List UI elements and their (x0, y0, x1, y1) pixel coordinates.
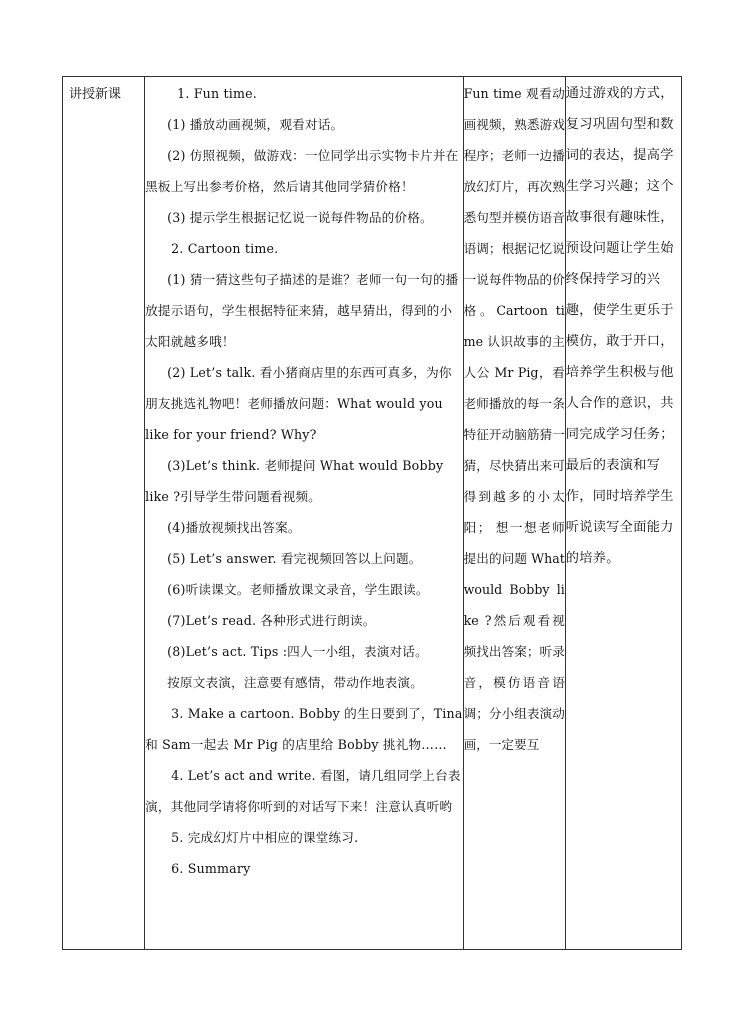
process-line: 1. Fun time. (177, 86, 257, 101)
process-line: (2) 仿照视频，做游戏：一位同学出示实物卡片并在黑板上写出参考价格，然后请其他同学猜价格！ (145, 148, 459, 194)
table-row (63, 77, 682, 950)
stage-label: 讲授新课 (69, 87, 122, 102)
process-line: (8)Let’s act. Tips :四人一小组，表演对话。 (167, 644, 428, 659)
process-line: (7)Let’s read. 各种形式进行朗读。 (167, 613, 376, 628)
process-line: (1) 播放动画视频，观看对话。 (167, 117, 344, 132)
process-line: 3. Make a cartoon. Bobby 的生日要到了，Tina 和 Sam一起去 Mr Pig 的店里给 Bobby 挑礼物…… (145, 706, 463, 752)
stage-cell (63, 77, 145, 950)
student-activity-cell (463, 77, 565, 950)
process-line: 2. Cartoon time. (171, 241, 279, 256)
process-line: (4)播放视频找出答案。 (167, 520, 301, 535)
process-line: (5) Let’s answer. 看完视频回答以上问题。 (167, 551, 422, 566)
student-activity-text: Fun time 观看动画视频，熟悉游戏程序；老师一边播放幻灯片，再次熟悉句型并模仿语音语调；根据记忆说一说每件物品的价格。Cartoon time 认识故事的主人公 Mr Pig，看老师播放的每一条特征开动脑筋猜一猜，尽快猜出来可得到越多的小太阳； 想一想老师提出的问题 What would Bobby like ?然后观看视频找出答案；听录音，模仿语音语调；分小组表演动画，一定要互 (463, 86, 565, 752)
design-intent-cell (565, 77, 681, 950)
process-line: 6. Summary (171, 861, 251, 876)
lesson-plan-table (62, 76, 682, 950)
process-line: (2) Let’s talk. 看小猪商店里的东西可真多，为你朋友挑选礼物吧！老师播放问题：What would you like for your friend? Why? (145, 365, 452, 442)
process-line: 5. 完成幻灯片中相应的课堂练习. (171, 830, 359, 845)
process-line: (1) 猜一猜这些句子描述的是谁？老师一句一句的播放提示语句，学生根据特征来猜，越早猜出，得到的小太阳就越多哦！ (145, 272, 459, 349)
teaching-process-cell (145, 77, 464, 950)
process-line: 4. Let’s act and write. 看图，请几组同学上台表演，其他同学请将你听到的对话写下来！注意认真听哟 (145, 768, 461, 814)
process-line: 按原文表演，注意要有感情，带动作地表演。 (167, 675, 423, 690)
process-line: (6)听读课文。老师播放课文录音，学生跟读。 (167, 582, 429, 597)
design-intent-text: 通过游戏的方式，复习巩固句型和数词的表达，提高学生学习兴趣；这个故事很有趣味性，预设问题让学生始终保持学习的兴趣，使学生更乐于模仿，敢于开口，培养学生积极与他人合作的意识，共同完成学习任务；最后的表演和写作，同时培养学生听说读写全面能力的培养。 (565, 86, 674, 566)
process-line: (3)Let’s think. 老师提问 What would Bobby like ?引导学生带问题看视频。 (145, 458, 444, 504)
process-line: (3) 提示学生根据记忆说一说每件物品的价格。 (167, 210, 433, 225)
